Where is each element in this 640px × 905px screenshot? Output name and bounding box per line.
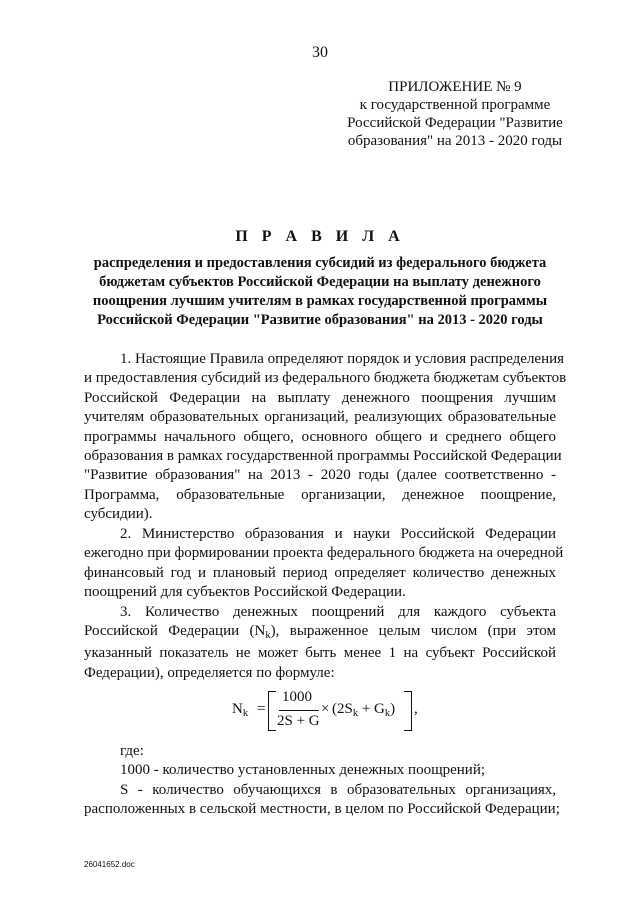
paragraph-line: программы начального общего, основного общего и среднего общего xyxy=(84,428,556,445)
subtitle-line: распределения и предоставления субсидий из федерального бюджета xyxy=(93,255,547,271)
definition-line: 1000 - количество установленных денежных поощрений; xyxy=(120,762,486,779)
file-reference: 26041652.doc xyxy=(84,860,135,869)
subtitle-line: Российской Федерации "Развитие образования" на 2013 - 2020 годы xyxy=(97,312,543,328)
paragraph-line: и предоставления субсидий из федерального бюджета бюджетам субъектов xyxy=(84,370,567,387)
formula-comma: , xyxy=(414,701,418,717)
definition-line: S - количество обучающихся в образовательных организациях, xyxy=(120,781,556,798)
appendix-title: ПРИЛОЖЕНИЕ № 9 xyxy=(388,79,522,95)
paragraph-3 xyxy=(84,603,556,683)
paragraph-line: 2. Министерство образования и науки Российской Федерации xyxy=(120,526,556,542)
page-number: 30 xyxy=(312,44,328,61)
paragraph-line: субсидии). xyxy=(84,506,153,523)
paragraph-line: 1. Настоящие Правила определяют порядок и условия распределения xyxy=(120,351,565,367)
formula-numerator: 1000 xyxy=(282,689,312,705)
paragraph-line xyxy=(84,622,556,644)
where-label: где: xyxy=(120,743,144,759)
appendix-header xyxy=(330,78,580,150)
paragraph-line: Федерации), определяется по формуле: xyxy=(84,664,335,681)
formula-rhs: $(2S_k + G_k)$ xyxy=(332,701,396,719)
definition-line: расположенных в сельской местности, в целом по Российской Федерации; xyxy=(84,801,560,818)
document-subtitle xyxy=(80,254,560,330)
paragraph-line: поощрений для субъектов Российской Федерации. xyxy=(84,584,406,601)
paragraph-1 xyxy=(84,350,567,525)
paragraph-line: финансовый год и плановый период определяет количество денежных xyxy=(84,564,556,581)
formula xyxy=(232,688,422,734)
paragraph-line: Программа, образовательные организации, денежное поощрение, xyxy=(84,486,556,503)
formula-subscript: k xyxy=(384,708,391,719)
formula-denominator: 2S + G xyxy=(277,713,320,729)
appendix-line: образования" на 2013 - 2020 годы xyxy=(347,133,563,149)
text-fragment: Российской Федерации (N xyxy=(84,623,266,640)
right-bracket xyxy=(404,691,412,731)
subtitle-line: поощрения лучшим учителям в рамках государственной программы xyxy=(92,293,548,309)
paragraph-line: 3. Количество денежных поощрений для каждого субъекта xyxy=(120,604,556,620)
left-bracket xyxy=(268,691,276,731)
subtitle-line: бюджетам субъектов Российской Федерации на выплату денежного xyxy=(99,274,541,290)
paragraph-line: Российской Федерации на выплату денежного поощрения лучшим xyxy=(84,389,556,406)
paragraph-line: "Развитие образования" на 2013 - 2020 годы (далее соответственно - xyxy=(84,467,556,484)
formula-subscript: k xyxy=(352,708,359,719)
text-fragment: ), выраженное целым числом (при этом xyxy=(270,623,557,640)
formula-subscript: k xyxy=(242,708,249,719)
appendix-line: к государственной программе xyxy=(359,97,551,113)
definitions xyxy=(84,742,560,820)
appendix-line: Российской Федерации "Развитие xyxy=(347,115,563,131)
subscript: k xyxy=(265,630,271,642)
paragraph-2 xyxy=(84,525,564,603)
paragraph-line: ежегодно при формировании проекта федерального бюджета на очередной xyxy=(84,545,564,562)
formula-times: × xyxy=(321,701,330,717)
formula-lhs: $N_k$ xyxy=(232,701,249,719)
formula-equals: = xyxy=(257,701,266,717)
document-title: П Р А В И Л А xyxy=(235,228,405,245)
paragraph-line: образования в рамках государственной программы Российской Федерации xyxy=(84,447,562,464)
fraction-bar xyxy=(279,710,319,711)
paragraph-line: учителям образовательных организаций, реализующих образовательные xyxy=(84,409,556,426)
paragraph-line: указанный показатель не может быть менее 1 на субъект Российской xyxy=(84,645,556,662)
